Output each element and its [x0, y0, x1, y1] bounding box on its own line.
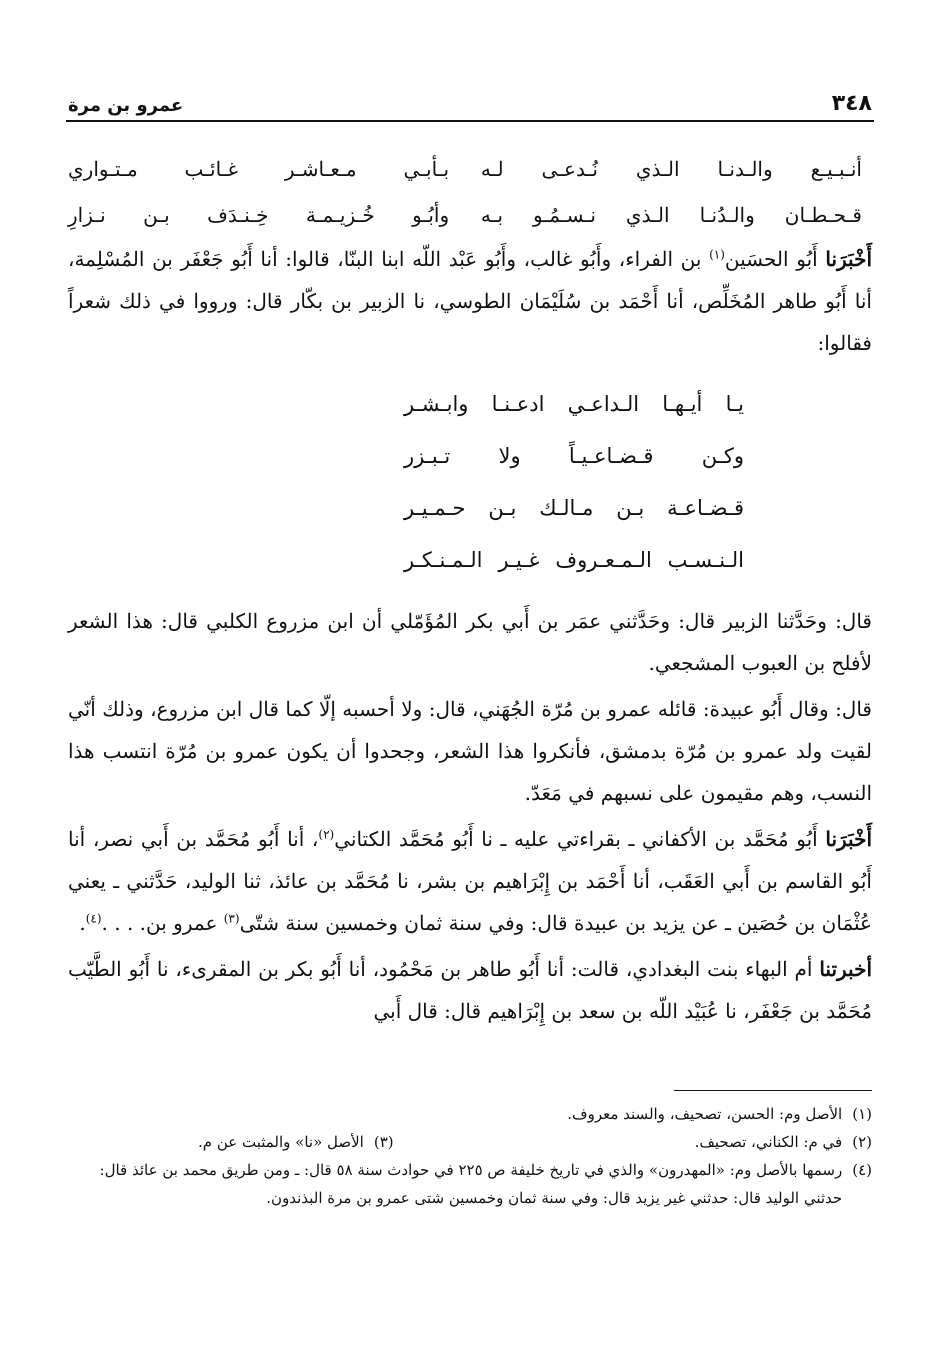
- footnote-number: (٣): [373, 1133, 394, 1151]
- main-text: [68, 146, 872, 1036]
- paragraph: [68, 818, 872, 944]
- footnote-text: الأصل «نا» والمثبت عن م.: [198, 1133, 364, 1151]
- footnote-text: الأصل وم: الحسن، تصحيف، والسند معروف.: [567, 1105, 843, 1123]
- paragraph-lead-word: أخبرتنا: [819, 957, 872, 981]
- running-title: عمرو بن مرة: [68, 95, 184, 116]
- poem-line: وكـن قـضـاعـيـاً ولا تـبـزر: [404, 444, 744, 468]
- paragraph-text: بن الفراء، وأَبُو غالب، وأَبُو عَبْد اللّه ابنا البنّا، قالوا: أنا أَبُو جَعْفَر بن المُسْلِمة، أنا أَبُو طاهر المُخَلِّص، أنا أَحْمَد بن سُلَيْمَان الطوسي، نا الزبير بن بكّار قال: ورووا في ذلك شعراً فقالوا:: [68, 247, 872, 355]
- paragraph-text: أَبُو الحسَين: [724, 247, 826, 271]
- footnote-number: (٢): [852, 1133, 872, 1151]
- paragraph: قال: وقال أَبُو عبيدة: قائله عمرو بن مُرّة الجُهَني، قال: ولا أحسبه إلّا كما قال ابن مزروع، وذلك أنّي لقيت ولد عمرو بن مُرّة بدمشق، فأنكروا هذا الشعر، وجحدوا أن يكون عمرو بن مُرّة انتسب هذا النسب، وهم مقيمون على نسبهم في مَعَدّ.: [68, 697, 872, 805]
- poem-line: قـضـاعـة بـن مـالـك بـن حـمـيـر: [404, 496, 744, 520]
- verse-line: [68, 146, 872, 192]
- footnote-text: رسمها بالأصل وم: «المهدرون» والذي في تاريخ خليفة ص ٢٢٥ في حوادث سنة ٥٨ قال: ـ ومن طريق محمد بن عائذ قال: حدثني الوليد قال: حدثني غير يزيد قال: وفي سنة ثمان وخمسين شتى عمرو بن مرة البذندون.: [99, 1161, 843, 1207]
- verse-line: [68, 192, 872, 238]
- verse-second-hemistich: وأبُـو خُـزيـمـة خِـنـدَف بـن نـزارِ: [68, 203, 450, 227]
- footnote: [68, 1100, 872, 1128]
- header-rule: [66, 120, 874, 122]
- footnote-rule: [674, 1090, 872, 1091]
- poem-line: يـا أيـهـا الـداعـي ادعـنـا وابـشـر: [404, 392, 744, 416]
- verse-first-hemistich: أنـبـيـع والـدنـا الـذي نُـدعـى لـه: [480, 157, 862, 181]
- footnote: [198, 1128, 394, 1156]
- verse-first-hemistich: قـحـطـان والـدُنـا الـذي نـسـمُـو بـه: [480, 203, 862, 227]
- page-number: ٣٤٨: [831, 91, 872, 116]
- paragraph: [68, 948, 872, 1032]
- footnote: [695, 1128, 872, 1156]
- footnote: [68, 1156, 872, 1212]
- footnote-marker: (٤): [85, 911, 102, 926]
- footnote-row: [68, 1128, 872, 1156]
- footnote-number: (١): [852, 1105, 872, 1123]
- paragraph-text: ، أنا أَبُو مُحَمَّد بن أَبي نصر، أنا أَبُو القاسم بن أَبي العَقَب، أنا أَحْمَد بن إِبْرَاهيم بن بشر، نا مُحَمَّد بن عائذ، ثنا الوليد، حَدَّثني ـ يعني عُثْمَان بن حُصَين ـ عن يزيد بن عبيدة قال: وفي سنة ثمان وخمسين سنة شتّى: [68, 827, 872, 935]
- footnote-marker: (٣): [223, 911, 240, 926]
- paragraph: [68, 238, 872, 364]
- footnote-number: (٤): [852, 1161, 872, 1179]
- paragraph-text: .: [79, 911, 86, 935]
- footnotes: [68, 1100, 872, 1212]
- paragraph-text: أَبُو مُحَمَّد بن الأكفاني ـ بقراءتي عليه ـ نا أَبُو مُحَمَّد الكتاني: [334, 827, 826, 851]
- verse-second-hemistich: بـأبـي مـعـاشـر غـائـب مـتـواري: [68, 157, 450, 181]
- page-header: [68, 80, 872, 116]
- rajaz-poem: [404, 378, 744, 586]
- paragraph-lead-word: أَخْبَرَنا: [825, 827, 872, 851]
- paragraph-text: عمرو بن. . . .: [101, 911, 224, 935]
- paragraph: قال: وحَدَّثنا الزبير قال: وحَدَّثني عمَر بن أَبي بكر المُؤَمّلي أن ابن مزروع الكلبي قال: هذا الشعر لأفلح بن العبوب المشجعي.: [68, 609, 872, 675]
- paragraph-lead-word: أَخْبَرَنا: [825, 247, 872, 271]
- footnote-marker: (١): [709, 247, 725, 262]
- footnote-marker: (٢): [318, 827, 335, 842]
- footnote-text: في م: الكناني، تصحيف.: [694, 1133, 843, 1151]
- paragraph-text: أم البهاء بنت البغدادي، قالت: أنا أَبُو طاهر بن مَحْمُود، أنا أَبُو بكر بن المقرىء، نا أَبُو الطَّيّب مُحَمَّد بن جَعْفَر، نا عُبَيْد اللّه بن سعد بن إِبْرَاهيم قال: قال أَبي: [68, 957, 872, 1023]
- poem-line: الـنـسـب الـمـعـروف غـيـر الـمـنـكـر: [404, 548, 744, 572]
